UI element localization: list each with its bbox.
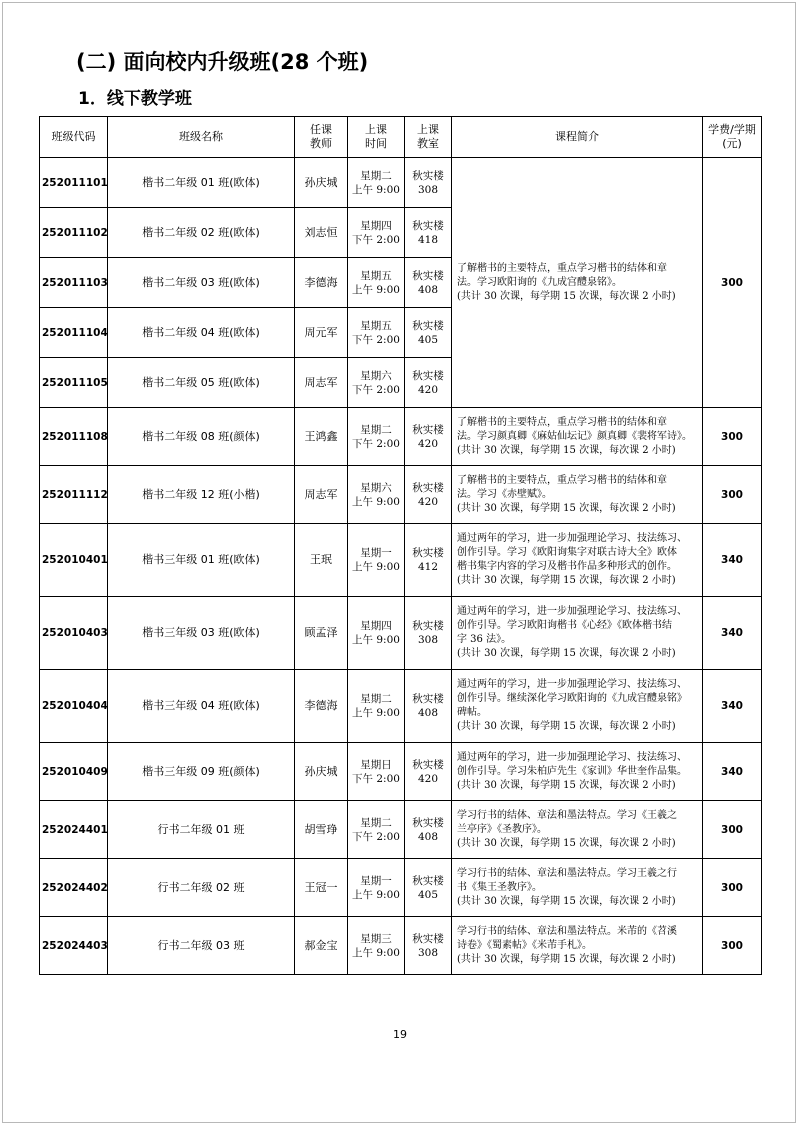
class-time-line: 星期二 (360, 816, 392, 829)
sub-title: 1．线下教学班 (78, 89, 192, 109)
class-time-line: 星期六 (360, 369, 392, 382)
header-time: 上课 时间 (348, 117, 405, 158)
teacher-name: 周志军 (295, 358, 348, 408)
tuition-fee: 340 (703, 524, 762, 597)
course-intro-line: (共计 30 次课，每学期 15 次课，每次课 2 小时) (457, 444, 676, 456)
table-row (40, 670, 762, 743)
classroom-line: 秋实楼 (412, 423, 444, 436)
teacher-name: 周元军 (295, 308, 348, 358)
classroom-line: 秋实楼 (412, 874, 444, 887)
classroom-line: 412 (417, 561, 439, 573)
class-time-line: 下午 2:00 (352, 772, 400, 785)
course-intro-line: 学习行书的结体、章法和墨法特点。米芾的《苕溪 (457, 925, 677, 937)
course-intro (452, 859, 703, 917)
course-intro-line: 学习行书的结体、章法和墨法特点。学习《王羲之 (457, 809, 677, 821)
course-intro-line: 了解楷书的主要特点，重点学习楷书的结体和章 (457, 262, 667, 274)
class-time-line: 星期四 (360, 620, 392, 632)
course-intro-line: 学习行书的结体、章法和墨法特点。学习王羲之行 (457, 867, 677, 879)
class-name: 楷书二年级 02 班(欧体) (108, 208, 295, 258)
classroom (405, 358, 452, 408)
class-time (348, 408, 405, 466)
class-time-line: 上午 9:00 (352, 946, 400, 959)
classroom (405, 670, 452, 743)
course-intro (452, 743, 703, 801)
page-number: 19 (393, 1028, 407, 1041)
tuition-fee: 300 (703, 917, 762, 975)
course-intro-line: 法。学习《赤壁赋》。 (457, 488, 552, 500)
class-time (348, 597, 405, 670)
course-intro (452, 524, 703, 597)
teacher-name: 王冠一 (295, 859, 348, 917)
class-time-line: 下午 2:00 (352, 437, 400, 450)
classroom (405, 258, 452, 308)
classroom-line: 408 (417, 707, 439, 719)
classroom-line: 秋实楼 (412, 620, 444, 632)
class-table (39, 116, 762, 975)
tuition-fee: 340 (703, 670, 762, 743)
course-intro-line: 通过两年的学习，进一步加强理论学习、技法练习、 (457, 751, 687, 763)
class-time-line: 星期日 (360, 758, 392, 771)
teacher-name: 周志军 (295, 466, 348, 524)
class-name: 楷书三年级 04 班(欧体) (108, 670, 295, 743)
classroom-line: 秋实楼 (412, 816, 444, 829)
class-code: 252010401 (40, 524, 108, 597)
classroom-line: 秋实楼 (412, 693, 444, 705)
classroom-line: 405 (417, 333, 439, 346)
classroom (405, 801, 452, 859)
class-name: 楷书三年级 09 班(颜体) (108, 743, 295, 801)
table-row (40, 597, 762, 670)
teacher-name: 胡雪琤 (295, 801, 348, 859)
tuition-fee: 300 (703, 466, 762, 524)
class-code: 252011101 (40, 158, 108, 208)
class-time-line: 上午 9:00 (352, 561, 400, 573)
course-intro-line: (共计 30 次课，每学期 15 次课，每次课 2 小时) (457, 648, 676, 659)
class-time (348, 358, 405, 408)
class-code: 252011105 (40, 358, 108, 408)
course-intro-line: 创作引导。学习朱柏庐先生《家训》华世奎作品集。 (457, 765, 687, 777)
course-intro-line: 创作引导。学习欧阳询楷书《心经》《欧体楷书结 (457, 620, 672, 631)
class-time-line: 星期三 (360, 932, 392, 945)
class-name: 楷书三年级 03 班(欧体) (108, 597, 295, 670)
section-title: (二) 面向校内升级班(28 个班) (76, 50, 369, 74)
course-intro-line: 创作引导。继续深化学习欧阳询的《九成宫醴泉铭》 (457, 693, 687, 704)
class-time-line: 上午 9:00 (352, 283, 400, 296)
classroom (405, 859, 452, 917)
classroom-line: 418 (417, 233, 439, 246)
course-intro-line: (共计 30 次课，每学期 15 次课，每次课 2 小时) (457, 779, 676, 791)
course-intro-line: (共计 30 次课，每学期 15 次课，每次课 2 小时) (457, 290, 676, 302)
table-row (40, 917, 762, 975)
class-code: 252010404 (40, 670, 108, 743)
class-time-line: 下午 2:00 (352, 333, 400, 346)
classroom-line: 420 (417, 437, 439, 450)
class-time (348, 743, 405, 801)
course-intro-line: 通过两年的学习，进一步加强理论学习、技法练习、 (457, 533, 687, 544)
class-time (348, 158, 405, 208)
course-intro (452, 408, 703, 466)
class-code: 252010403 (40, 597, 108, 670)
class-time-line: 下午 2:00 (352, 233, 400, 246)
class-name: 行书二年级 01 班 (108, 801, 295, 859)
class-time-line: 下午 2:00 (352, 830, 400, 843)
class-time (348, 208, 405, 258)
course-intro-line: (共计 30 次课，每学期 15 次课，每次课 2 小时) (457, 721, 676, 732)
class-code: 252011102 (40, 208, 108, 258)
course-intro-line: 碑帖。 (457, 707, 487, 718)
header-fee: 学费/学期 (元) (703, 117, 762, 158)
class-time-line: 星期五 (360, 319, 392, 332)
class-code: 252024401 (40, 801, 108, 859)
classroom-line: 308 (417, 183, 439, 196)
header-code: 班级代码 (40, 117, 108, 158)
class-time-line: 星期二 (360, 423, 392, 436)
course-intro (452, 917, 703, 975)
classroom-line: 秋实楼 (412, 932, 444, 945)
class-name: 楷书三年级 01 班(欧体) (108, 524, 295, 597)
class-time-line: 上午 9:00 (352, 888, 400, 901)
class-name: 楷书二年级 12 班(小楷) (108, 466, 295, 524)
tuition-fee: 340 (703, 743, 762, 801)
class-time (348, 524, 405, 597)
class-time-line: 星期一 (360, 874, 392, 887)
class-name: 行书二年级 02 班 (108, 859, 295, 917)
teacher-name: 王珉 (295, 524, 348, 597)
header-room: 上课 教室 (405, 117, 452, 158)
classroom-line: 308 (417, 946, 439, 959)
table-row (40, 158, 762, 208)
classroom-line: 420 (417, 772, 439, 785)
classroom (405, 158, 452, 208)
classroom-line: 420 (417, 383, 439, 396)
class-time (348, 466, 405, 524)
classroom-line: 408 (417, 830, 439, 843)
class-time (348, 859, 405, 917)
classroom (405, 743, 452, 801)
table-row (40, 801, 762, 859)
classroom-line: 秋实楼 (412, 319, 444, 332)
class-code: 252011108 (40, 408, 108, 466)
header-name: 班级名称 (108, 117, 295, 158)
course-intro-line: 兰亭序》《圣教序》。 (457, 823, 547, 835)
classroom (405, 917, 452, 975)
header-teacher: 任课 教师 (295, 117, 348, 158)
class-name: 行书二年级 03 班 (108, 917, 295, 975)
classroom-line: 408 (417, 283, 439, 296)
classroom (405, 408, 452, 466)
course-intro-line: 楷书集字内容的学习及楷书作品多种形式的创作。 (457, 561, 677, 572)
class-time-line: 上午 9:00 (352, 183, 400, 196)
course-intro-line: (共计 30 次课，每学期 15 次课，每次课 2 小时) (457, 895, 676, 907)
course-intro-line: 通过两年的学习，进一步加强理论学习、技法练习、 (457, 606, 687, 617)
tuition-fee: 300 (703, 408, 762, 466)
course-intro-line: 法。学习颜真卿《麻姑仙坛记》颜真卿《裴将军诗》。 (457, 430, 692, 442)
class-time (348, 917, 405, 975)
teacher-name: 李德海 (295, 670, 348, 743)
classroom (405, 597, 452, 670)
classroom (405, 466, 452, 524)
class-time-line: 星期二 (360, 693, 392, 705)
classroom-line: 420 (417, 495, 439, 508)
classroom-line: 308 (417, 634, 439, 646)
course-intro-line: 字 36 法》。 (457, 634, 512, 645)
course-intro-line: 创作引导。学习《欧阳询集字对联古诗大全》欧体 (457, 547, 677, 558)
class-code: 252011103 (40, 258, 108, 308)
class-time (348, 258, 405, 308)
classroom-line: 秋实楼 (412, 369, 444, 382)
teacher-name: 刘志恒 (295, 208, 348, 258)
table-row (40, 524, 762, 597)
tuition-fee: 300 (703, 859, 762, 917)
teacher-name: 孙庆城 (295, 158, 348, 208)
classroom (405, 308, 452, 358)
course-intro-line: (共计 30 次课，每学期 15 次课，每次课 2 小时) (457, 502, 676, 514)
tuition-fee: 340 (703, 597, 762, 670)
classroom-line: 405 (417, 888, 439, 901)
class-name: 楷书二年级 04 班(欧体) (108, 308, 295, 358)
class-time-line: 上午 9:00 (352, 495, 400, 508)
class-name: 楷书二年级 01 班(欧体) (108, 158, 295, 208)
course-intro-line: 了解楷书的主要特点，重点学习楷书的结体和章 (457, 474, 667, 486)
class-time (348, 670, 405, 743)
class-time-line: 下午 2:00 (352, 383, 400, 396)
class-time (348, 308, 405, 358)
course-intro-line: (共计 30 次课，每学期 15 次课，每次课 2 小时) (457, 575, 676, 586)
class-time-line: 上午 9:00 (352, 707, 400, 719)
class-time-line: 星期二 (360, 169, 392, 182)
course-intro-line: 法。学习欧阳询的《九成宫醴泉铭》。 (457, 276, 622, 288)
course-intro (452, 158, 703, 408)
class-name: 楷书二年级 08 班(颜体) (108, 408, 295, 466)
course-intro (452, 466, 703, 524)
classroom-line: 秋实楼 (412, 547, 444, 559)
header-intro: 课程简介 (452, 117, 703, 158)
class-code: 252024402 (40, 859, 108, 917)
teacher-name: 王鸿鑫 (295, 408, 348, 466)
course-intro (452, 801, 703, 859)
tuition-fee: 300 (703, 158, 762, 408)
teacher-name: 李德海 (295, 258, 348, 308)
class-code: 252010409 (40, 743, 108, 801)
classroom-line: 秋实楼 (412, 169, 444, 182)
class-code: 252011112 (40, 466, 108, 524)
class-code: 252024403 (40, 917, 108, 975)
teacher-name: 顾孟泽 (295, 597, 348, 670)
course-intro (452, 670, 703, 743)
classroom-line: 秋实楼 (412, 269, 444, 282)
course-intro-line: (共计 30 次课，每学期 15 次课，每次课 2 小时) (457, 953, 676, 965)
tuition-fee: 300 (703, 801, 762, 859)
classroom (405, 208, 452, 258)
class-time-line: 星期一 (360, 547, 392, 559)
course-intro (452, 597, 703, 670)
teacher-name: 孙庆城 (295, 743, 348, 801)
class-name: 楷书二年级 05 班(欧体) (108, 358, 295, 408)
classroom-line: 秋实楼 (412, 481, 444, 494)
class-code: 252011104 (40, 308, 108, 358)
class-time-line: 星期六 (360, 481, 392, 494)
classroom (405, 524, 452, 597)
course-intro-line: (共计 30 次课，每学期 15 次课，每次课 2 小时) (457, 837, 676, 849)
course-intro-line: 通过两年的学习，进一步加强理论学习、技法练习、 (457, 679, 687, 690)
classroom-line: 秋实楼 (412, 758, 444, 771)
classroom-line: 秋实楼 (412, 219, 444, 232)
course-intro-line: 书《集王圣教序》。 (457, 881, 542, 893)
table-row (40, 859, 762, 917)
table-header-row (40, 117, 762, 158)
class-time-line: 上午 9:00 (352, 634, 400, 646)
class-time-line: 星期四 (360, 219, 392, 232)
teacher-name: 郝金宝 (295, 917, 348, 975)
course-intro-line: 诗卷》《蜀素帖》《米芾手札》。 (457, 939, 592, 951)
table-row (40, 466, 762, 524)
class-name: 楷书二年级 03 班(欧体) (108, 258, 295, 308)
course-intro-line: 了解楷书的主要特点，重点学习楷书的结体和章 (457, 416, 667, 428)
class-time (348, 801, 405, 859)
table-row (40, 408, 762, 466)
table-row (40, 743, 762, 801)
class-time-line: 星期五 (360, 269, 392, 282)
